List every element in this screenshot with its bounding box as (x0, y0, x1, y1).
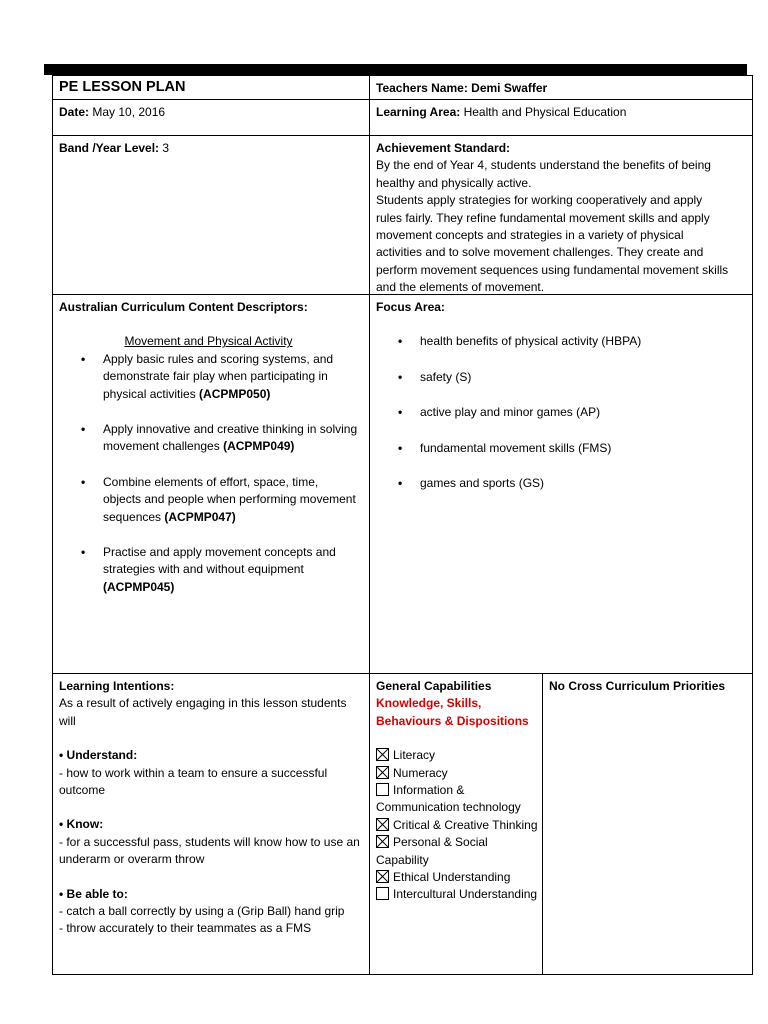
date-cell (52, 99, 370, 136)
list-item: • games and sports (GS) (376, 475, 746, 492)
focus-list (376, 333, 746, 492)
achievement-label: Achievement Standard: (376, 141, 511, 155)
know-text: - for a successful pass, students will know how to use an underarm or overarm throw (59, 834, 360, 867)
list-item: • Practise and apply movement concepts and strategies with and without equipment (ACPMP045) (59, 544, 358, 596)
curriculum-subheading: Movement and Physical Activity (124, 334, 293, 349)
achievement-cell (369, 135, 753, 295)
know-label: • Know: (59, 817, 104, 832)
capabilities-cell (369, 673, 543, 975)
checkbox-icon (376, 870, 389, 883)
understand-label: • Understand: (59, 748, 138, 763)
focus-cell (369, 294, 753, 674)
cross-curriculum-cell (542, 673, 753, 975)
list-item: • active play and minor games (AP) (376, 404, 746, 421)
list-item: • health benefits of physical activity (HBPA) (376, 333, 746, 350)
capabilities-subheading: Knowledge, Skills, Behaviours & Dispositions (376, 696, 529, 728)
list-item: • fundamental movement skills (FMS) (376, 440, 746, 457)
list-item: • safety (S) (376, 369, 746, 386)
able-label: • Be able to: (59, 886, 128, 901)
capability-critical-creative: Critical & Creative Thinking (376, 817, 539, 834)
capabilities-label: General Capabilities (376, 679, 492, 693)
teacher-name: Demi Swaffer (471, 81, 548, 95)
focus-label: Focus Area: (376, 300, 445, 314)
intentions-label: Learning Intentions: (59, 679, 175, 693)
curriculum-label: Australian Curriculum Content Descriptors: (59, 300, 308, 314)
list-item: • Apply basic rules and scoring systems, and demonstrate fair play when participating in physical activities (ACPMP050) (59, 351, 358, 403)
capability-ict: Information & Communication technology (376, 783, 521, 815)
teacher-cell (369, 75, 753, 100)
lesson-plan-table (52, 75, 753, 975)
checkbox-icon (376, 887, 389, 900)
understand-text: - how to work within a team to ensure a successful outcome (59, 765, 328, 798)
list-item: • Combine elements of effort, space, time, objects and people when performing movement sequences (ACPMP047) (59, 474, 358, 526)
achievement-text-2: Students apply strategies for working cooperatively and apply rules fairly. They refine fundamental movement skills and apply movement concepts and strategies in a variety of physical activities and to solve movement challenges. They create and perform movement sequences using fundamental movement skills and the elements of movement. (376, 193, 729, 295)
curriculum-cell (52, 294, 370, 674)
intentions-cell (52, 673, 370, 975)
capability-personal-social: Personal & Social Capability (376, 835, 488, 867)
top-black-bar (44, 64, 747, 75)
learning-area-value: Health and Physical Education (463, 105, 627, 119)
title-cell (52, 75, 370, 100)
band-value: 3 (162, 141, 170, 155)
page-title: PE LESSON PLAN (59, 79, 186, 95)
list-item: • Apply innovative and creative thinking in solving movement challenges (ACPMP049) (59, 421, 358, 456)
able-text-1: - catch a ball correctly by using a (Grip Ball) hand grip (59, 904, 345, 919)
curriculum-list (59, 351, 358, 596)
learning-area-cell (369, 99, 753, 136)
checkbox-icon (376, 748, 389, 761)
checkbox-icon (376, 783, 389, 796)
capability-intercultural: Intercultural Understanding (376, 886, 539, 903)
capability-numeracy: Numeracy (376, 765, 539, 782)
capability-ethical: Ethical Understanding (376, 869, 539, 886)
band-label: Band /Year Level: (59, 141, 160, 155)
checkbox-icon (376, 818, 389, 831)
teacher-label: Teachers Name: (376, 81, 468, 95)
learning-area-label: Learning Area: (376, 105, 461, 119)
capability-literacy: Literacy (376, 747, 539, 764)
intentions-intro: As a result of actively engaging in this lesson students will (59, 696, 347, 728)
date-value: May 10, 2016 (92, 105, 166, 119)
checkbox-icon (376, 766, 389, 779)
cross-curriculum-label: No Cross Curriculum Priorities (549, 679, 726, 693)
able-text-2: - throw accurately to their teammates as a FMS (59, 921, 312, 936)
date-label: Date: (59, 105, 90, 119)
checkbox-icon (376, 835, 389, 848)
band-cell (52, 135, 370, 295)
achievement-text-1: By the end of Year 4, students understand the benefits of being healthy and physically active. (376, 158, 711, 190)
